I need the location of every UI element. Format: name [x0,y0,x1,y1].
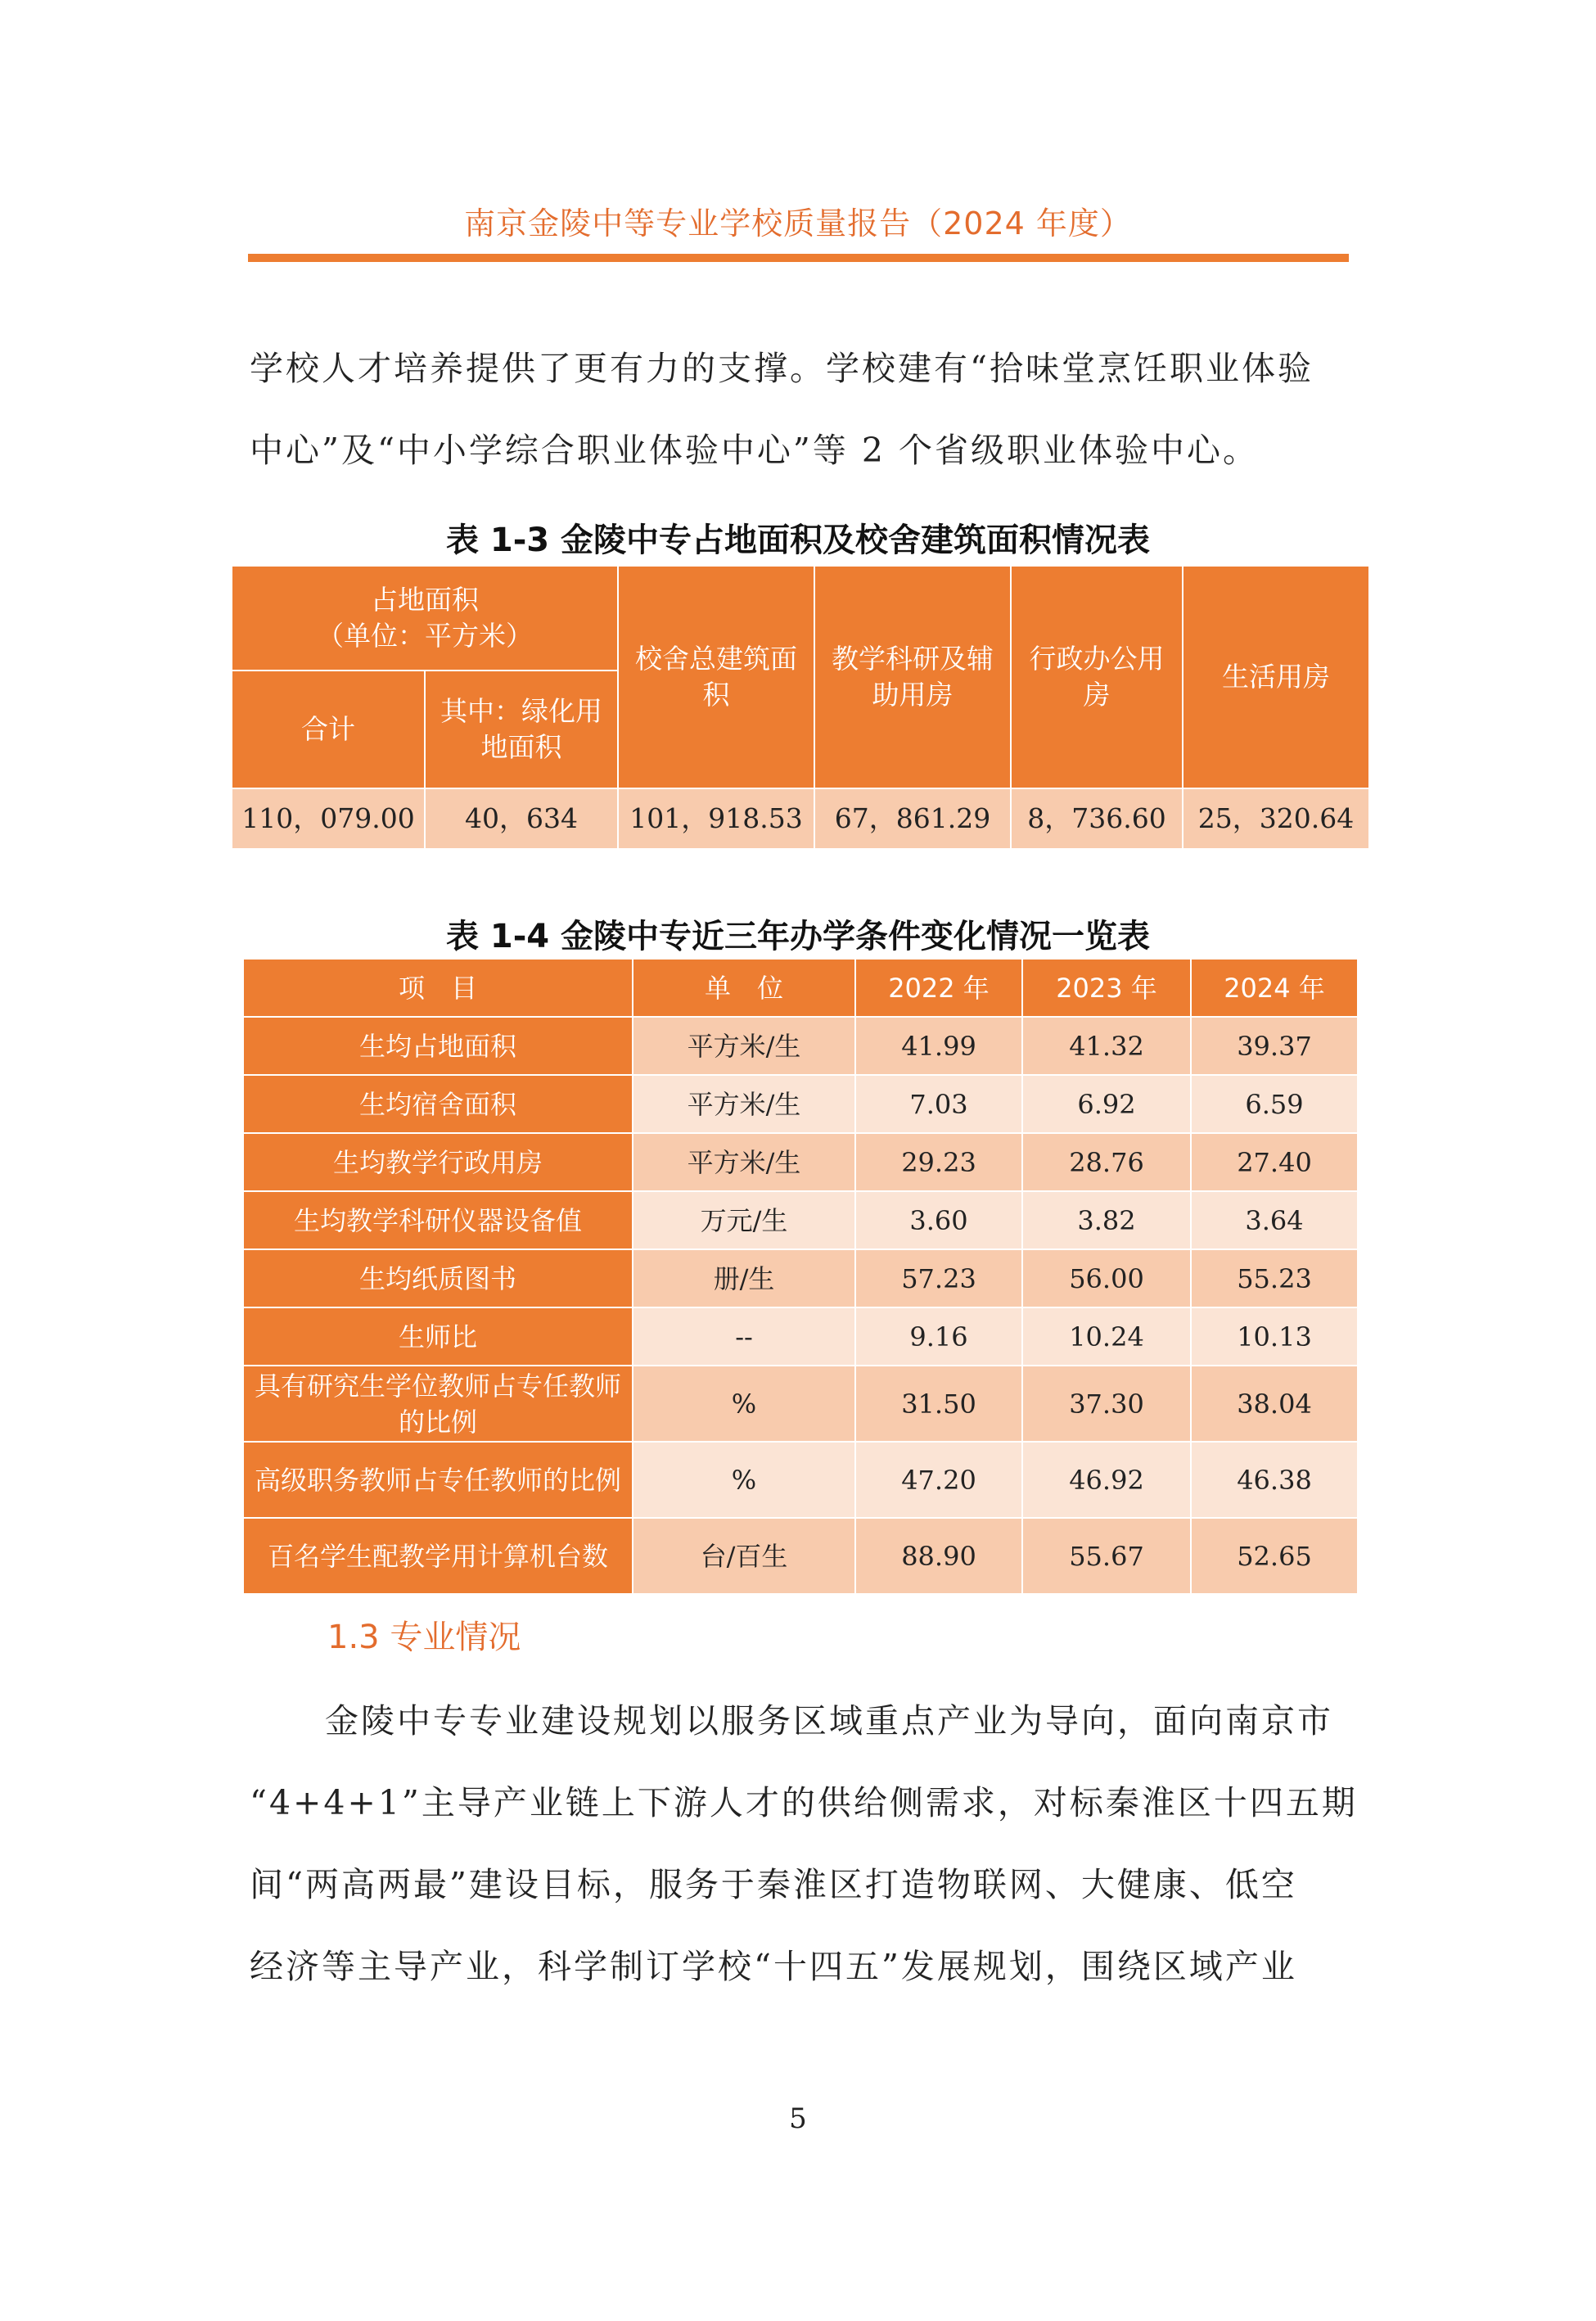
table-cell: 37.30 [1022,1366,1191,1442]
table-cell: 10.13 [1191,1307,1358,1366]
row-label: 具有研究生学位教师占专任教师的比例 [243,1366,633,1442]
table-cell: 41.99 [855,1017,1022,1075]
table-cell: 39.37 [1191,1017,1358,1075]
table-cell: 110，079.00 [232,788,425,849]
row-label: 高级职务教师占专任教师的比例 [243,1442,633,1518]
land-area-table [231,565,1370,850]
table-cell: 67，861.29 [814,788,1011,849]
page-number: 5 [789,2102,807,2135]
report-header-title: 南京金陵中等专业学校质量报告（2024 年度） [464,205,1132,242]
table-cell: 55.23 [1191,1249,1358,1307]
header-divider [248,254,1349,262]
table-row [243,1307,1358,1366]
section-paragraph [250,1680,1358,2007]
header-admin-office-area: 行政办公用房 [1011,566,1183,788]
table-cell: 平方米/生 [633,1017,855,1075]
header-year-2023: 2023 年 [1022,959,1191,1017]
section-heading: 1.3 专业情况 [327,1619,521,1656]
table-cell: 25，320.64 [1183,788,1369,849]
row-label: 生均教学科研仪器设备值 [243,1191,633,1249]
table-cell: 27.40 [1191,1133,1358,1191]
table-cell: 平方米/生 [633,1075,855,1133]
row-label: 生均教学行政用房 [243,1133,633,1191]
paragraph-line: 中心”及“中小学综合职业体验中心”等 2 个省级职业体验中心。 [250,431,1260,470]
paragraph-line: 金陵中专专业建设规划以服务区域重点产业为导向，面向南京市 [325,1701,1333,1741]
table-cell: 31.50 [855,1366,1022,1442]
header-year-2022: 2022 年 [855,959,1022,1017]
table-cell: 册/生 [633,1249,855,1307]
table-cell: 3.60 [855,1191,1022,1249]
table-cell: 台/百生 [633,1518,855,1594]
land-area-group-header [232,566,618,671]
table-cell: 7.03 [855,1075,1022,1133]
table-row [243,1075,1358,1133]
table-cell: 47.20 [855,1442,1022,1518]
row-label: 生均占地面积 [243,1017,633,1075]
paragraph-line: 学校人才培养提供了更有力的支撑。学校建有“拾味堂烹饪职业体验 [250,349,1314,388]
table-row [243,1518,1358,1594]
table-1-4-caption: 表 1-4 金陵中专近三年办学条件变化情况一览表 [445,918,1151,955]
table-cell: % [633,1442,855,1518]
table-cell: 55.67 [1022,1518,1191,1594]
table-cell: 46.92 [1022,1442,1191,1518]
header-teaching-research-area: 教学科研及辅助用房 [814,566,1011,788]
header-land-total: 合计 [232,671,425,788]
table-row [243,1133,1358,1191]
table-row [243,1191,1358,1249]
table-cell: 万元/生 [633,1191,855,1249]
table-row [243,1017,1358,1075]
table-cell: 38.04 [1191,1366,1358,1442]
table-cell: 57.23 [855,1249,1022,1307]
row-label: 生师比 [243,1307,633,1366]
table-1-3-caption: 表 1-3 金陵中专占地面积及校舍建筑面积情况表 [445,522,1151,559]
table-cell: 6.59 [1191,1075,1358,1133]
table-cell: 8，736.60 [1011,788,1183,849]
table-cell: 56.00 [1022,1249,1191,1307]
table-cell: 52.65 [1191,1518,1358,1594]
header-total-building-area: 校舍总建筑面积 [618,566,814,788]
row-label: 百名学生配教学用计算机台数 [243,1518,633,1594]
school-conditions-table [242,958,1359,1595]
paragraph-line: “4+4+1”主导产业链上下游人才的供给侧需求，对标秦淮区十四五期 [250,1783,1358,1822]
table-row [243,1249,1358,1307]
table-cell: 40，634 [425,788,618,849]
table-row [243,1366,1358,1442]
table-cell: 10.24 [1022,1307,1191,1366]
header-living-area: 生活用房 [1183,566,1369,788]
intro-paragraph [250,327,1346,491]
table-cell: 46.38 [1191,1442,1358,1518]
table-cell: 6.92 [1022,1075,1191,1133]
table-cell: % [633,1366,855,1442]
header-cell-line: 占地面积 [371,584,479,616]
header-item: 项 目 [243,959,633,1017]
table-row [243,1442,1358,1518]
paragraph-line: 间“两高两最”建设目标，服务于秦淮区打造物联网、大健康、低空 [250,1865,1297,1904]
paragraph-line: 经济等主导产业，科学制订学校“十四五”发展规划，围绕区域产业 [250,1947,1297,1986]
table-cell: 3.64 [1191,1191,1358,1249]
table-cell: 101，918.53 [618,788,814,849]
table-cell: 3.82 [1022,1191,1191,1249]
row-label: 生均宿舍面积 [243,1075,633,1133]
header-green-land-area: 其中：绿化用地面积 [425,671,618,788]
table-cell: 28.76 [1022,1133,1191,1191]
header-year-2024: 2024 年 [1191,959,1358,1017]
table-cell: 平方米/生 [633,1133,855,1191]
table-cell: 88.90 [855,1518,1022,1594]
header-cell-line: （单位：平方米） [317,620,533,652]
table-cell: 41.32 [1022,1017,1191,1075]
header-unit: 单 位 [633,959,855,1017]
table-cell: 9.16 [855,1307,1022,1366]
table-cell: -- [633,1307,855,1366]
row-label: 生均纸质图书 [243,1249,633,1307]
table-cell: 29.23 [855,1133,1022,1191]
